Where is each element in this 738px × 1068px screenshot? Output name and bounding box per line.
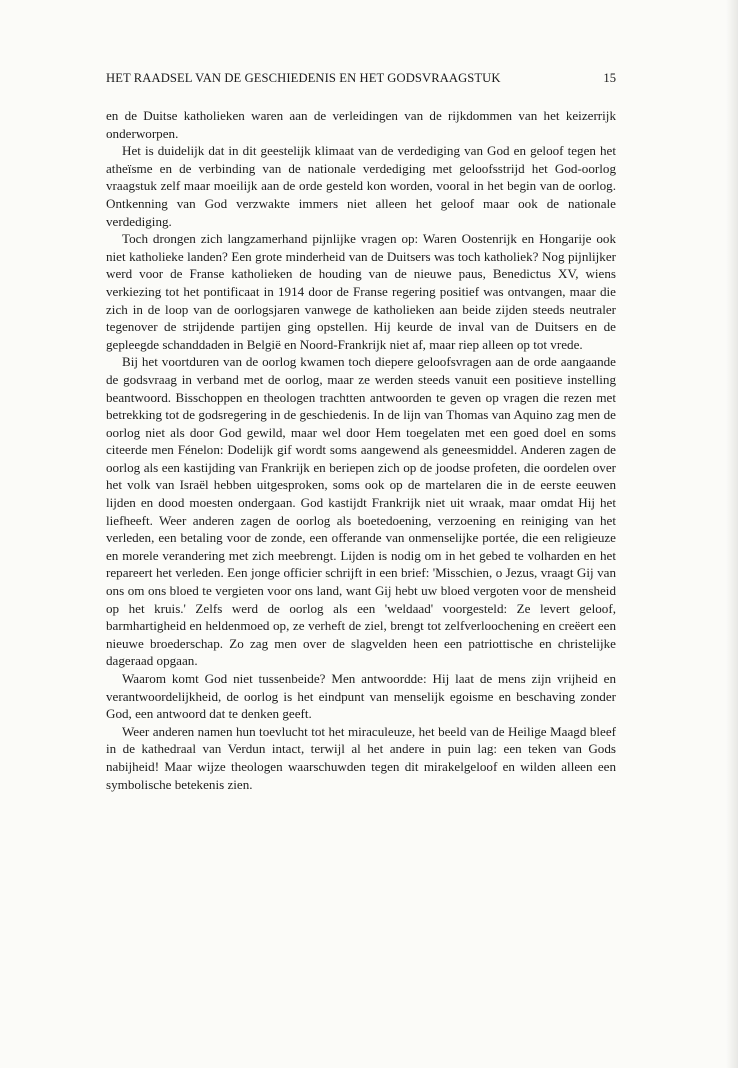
paragraph: Het is duidelijk dat in dit geestelijk klimaat van de verdediging van God en geloof tegen het atheïsme en de verbinding van de nationale verdediging met geloofsstrijd het God-oorlog vraagstuk zelf maar moeilijk aan de orde gesteld kon worden, vooral in het begin van de oorlog. Ontkenning van God verzwakte immers niet alleen het geloof maar ook de nationale verdediging. (106, 143, 616, 229)
paragraph: Weer anderen namen hun toevlucht tot het miraculeuze, het beeld van de Heilige Maagd bleef in de kathedraal van Verdun intact, terwijl al het andere in puin lag: een teken van Gods nabijheid! Maar wijze theologen waarschuwden tegen dit mirakelgeloof en wilden alleen een symbolische betekenis zien. (106, 723, 616, 792)
paragraph: Waarom komt God niet tussenbeide? Men antwoordde: Hij laat de mens zijn vrijheid en verantwoordelijkheid, de oorlog is het eindpunt van menselijk egoisme en beschaving zonder God, een antwoord dat te denken geeft. (106, 671, 616, 722)
paragraph: Bij het voortduren van de oorlog kwamen toch diepere geloofsvragen aan de orde aangaande de godsvraag in verband met de oorlog, maar ze werden steeds vanuit een positieve instelling beantwoord. Bisschoppen en theologen trachtten antwoorden te geven op vragen die rezen met betrekking tot de godsregering in de geschiedenis. In de lijn van Thomas van Aquino zag men de oorlog niet als door God gewild, maar wel door Hem toegelaten met een goed doel en soms citeerde men Fénelon: Dodelijk gif wordt soms aangewend als geneesmiddel. Anderen zagen de oorlog als een kastijding van Frankrijk en beriepen zich op de joodse profeten, die oordelen over het volk van Israël hebben uitgesproken, soms ook op de martelaren die in de eerste eeuwen lijden en dood moesten ondergaan. God kastijdt Frankrijk niet uit wraak, maar omdat Hij het liefheeft. Weer anderen zagen de oorlog als boetedoening, verzoening en reiniging van het verleden, een betaling voor de zonde, een offerande van onmenselijke portée, die een religieuze en morele verandering met zich meebrengt. Lijden is nodig om in het gebed te volharden en het repareert het verleden. Een jonge officier schrijft in een brief: 'Misschien, o Jezus, vraagt Gij van ons om ons bloed te vergieten voor ons land, want Gij hebt uw bloed vergoten voor de mensheid op het kruis.' Zelfs werd de oorlog als een 'weldaad' voorgesteld: Ze levert geloof, barmhartigheid en heldenmoed op, ze verheft de ziel, brengt tot zelfverloochening en creëert een nieuwe broederschap. Zo zag men over de slagvelden heen een patriottische en christelijke dageraad opgaan. (106, 354, 616, 669)
body-text (106, 107, 616, 793)
paragraph: Toch drongen zich langzamerhand pijnlijke vragen op: Waren Oostenrijk en Hongarije ook niet katholieke landen? Een grote minderheid van de Duitsers was toch katholiek? Nog pijnlijker werd voor de Franse katholieken de houding van de nieuwe paus, Benedictus XV, wiens verkiezing tot het pontificaat in 1914 door de Franse regering positief was ontvangen, maar die zich in de loop van de oorlogsjaren vanwege de katholieken aan beide zijden steeds neutraler tegenover de strijdende partijen ging opstellen. Hij keurde de inval van de Duitsers en de gepleegde schanddaden in België en Noord-Frankrijk niet af, maar riep alleen op tot vrede. (106, 231, 616, 352)
page-edge-shadow (726, 0, 738, 1068)
paragraph: en de Duitse katholieken waren aan de verleidingen van de rijkdommen van het keizerrijk onderworpen. (106, 108, 616, 141)
running-head: HET RAADSEL VAN DE GESCHIEDENIS EN HET GODSVRAAGSTUK (106, 71, 501, 85)
page-header (106, 71, 616, 91)
page-number: 15 (603, 71, 616, 85)
